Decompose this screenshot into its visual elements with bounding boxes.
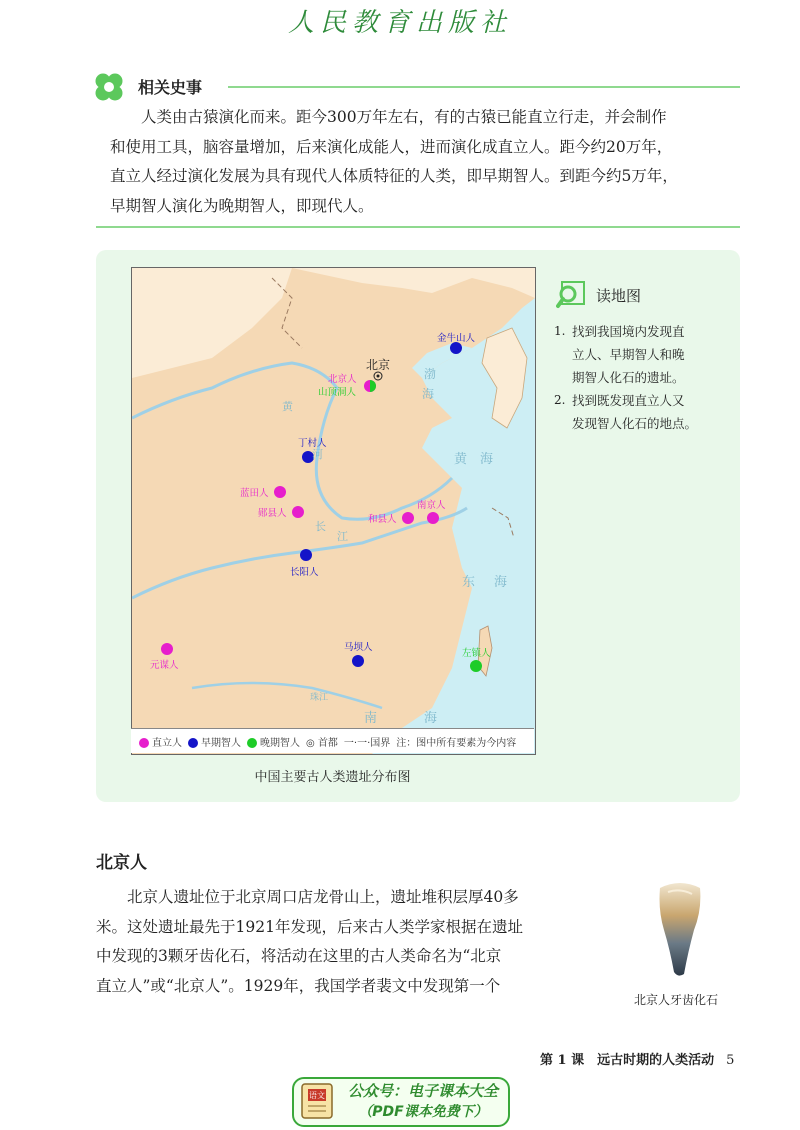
site-label: 山顶洞人 <box>318 387 357 398</box>
sea-label: 渤 <box>424 367 437 381</box>
river-label: 长 <box>315 520 326 533</box>
paragraph-line: 直立人经过演化发展为具有现代人体质特征的人类，即早期智人。到距今约5万年， <box>110 167 678 185</box>
item-number: 1. <box>554 324 566 338</box>
item-line: 期智人化石的遗址。 <box>572 370 685 385</box>
book-cover-text: 语文 <box>309 1091 325 1100</box>
banner-line-2: （PDF课本免费下） <box>358 1104 488 1120</box>
river-label: 珠江 <box>310 693 329 703</box>
site-label: 南京人 <box>417 500 446 511</box>
paragraph-line: 中发现的3颗牙齿化石，将活动在这里的古人类命名为“北京 <box>96 947 502 965</box>
legend-label: 直立人 <box>152 737 182 749</box>
site-label: 郧县人 <box>258 508 287 519</box>
page-footer <box>540 1049 734 1068</box>
read-map-title: 读地图 <box>596 287 642 305</box>
paragraph-line: 直立人”或“北京人”。1929年，我国学者裴文中发现第一个 <box>96 976 501 995</box>
sea-label: 海 <box>480 452 494 467</box>
item-line: 找到我国境内发现直 <box>572 324 685 339</box>
site-label: 长阳人 <box>290 567 319 578</box>
sea-label: 海 <box>422 387 435 401</box>
legend-item <box>344 734 390 749</box>
site-marker <box>402 512 414 524</box>
legend-dot <box>188 738 198 748</box>
site-marker <box>300 549 312 561</box>
map-graphic <box>132 268 535 754</box>
magnifier-icon <box>556 280 586 310</box>
section-title: 相关史事 <box>138 78 203 97</box>
legend-label: 晚期智人 <box>260 737 300 749</box>
site-label: 左镇人 <box>462 648 491 659</box>
map-legend <box>131 728 534 753</box>
paragraph-line: 早期智人演化为晚期智人，即现代人。 <box>110 196 374 215</box>
item-line: 发现智人化石的地点。 <box>572 416 698 431</box>
legend-dot <box>247 738 257 748</box>
legend-label: 早期智人 <box>201 737 241 749</box>
site-marker <box>470 660 482 672</box>
section-bottom-divider <box>96 226 740 228</box>
site-label: 马坝人 <box>344 642 373 653</box>
textbook-icon <box>300 1082 336 1120</box>
legend-dot <box>139 738 149 748</box>
history-section-icon <box>94 72 124 102</box>
legend-label: 首都 <box>317 737 338 749</box>
capital-symbol-icon: ◎ <box>306 737 315 749</box>
legend-item <box>306 734 338 749</box>
article-paragraph <box>96 883 604 1001</box>
section-divider <box>228 86 740 88</box>
history-paragraph <box>110 103 730 221</box>
paragraph-line: 北京人遗址位于北京周口店龙骨山上，遗址堆积层厚40多 <box>127 888 519 906</box>
site-marker <box>352 655 364 667</box>
map-caption: 中国主要古人类遗址分布图 <box>254 770 411 785</box>
site-label: 元谋人 <box>150 660 179 671</box>
site-marker <box>274 486 286 498</box>
river-label: 江 <box>337 530 348 543</box>
page-number: 5 <box>726 1053 735 1068</box>
paragraph-line: 和使用工具，脑容量增加，后来演化成能人，进而演化成直立人。距今约20万年， <box>110 137 673 156</box>
tooth-fossil-image <box>654 880 706 978</box>
read-map-list <box>554 320 726 435</box>
site-marker <box>292 506 304 518</box>
site-marker <box>427 512 439 524</box>
site-label: 丁村人 <box>298 438 327 449</box>
read-map-item <box>554 389 726 435</box>
item-line: 立人、早期智人和晚 <box>572 347 685 362</box>
sea-label: 黄 <box>454 452 468 467</box>
publisher-logo: 人民教育出版社 <box>287 8 512 38</box>
lesson-title: 第 1 课 远古时期的人类活动 <box>540 1053 715 1068</box>
item-number: 2. <box>554 393 566 407</box>
banner-line-1: 公众号：电子课本大全 <box>347 1082 498 1100</box>
site-label: 蓝田人 <box>240 488 269 499</box>
paragraph-line: 米。这处遗址最先于1921年发现，后来古人类学家根据在遗址 <box>96 917 523 936</box>
item-line: 找到既发现直立人又 <box>572 393 685 408</box>
paragraph-line: 人类由古猿演化而来。距今300万年左右，有的古猿已能直立行走，并会制作 <box>141 108 667 126</box>
border-symbol: 一·一· <box>343 737 371 749</box>
sea-label: 南 <box>364 711 378 726</box>
river-label: 河 <box>312 448 323 461</box>
site-label: 北京人 <box>328 374 357 385</box>
read-map-item <box>554 320 726 389</box>
image-caption: 北京人牙齿化石 <box>633 993 718 1007</box>
sea-label: 海 <box>424 711 438 726</box>
site-marker <box>161 643 173 655</box>
legend-item <box>188 734 241 749</box>
article-heading: 北京人 <box>96 853 147 873</box>
capital-label: 北京 <box>366 358 391 372</box>
sea-label: 东 <box>462 575 476 590</box>
legend-note: 注：图中所有要素为今内容 <box>396 737 517 749</box>
site-label: 和县人 <box>368 514 397 525</box>
site-label: 金牛山人 <box>437 333 476 344</box>
sea-label: 海 <box>494 575 508 590</box>
legend-item <box>247 734 300 749</box>
legend-item <box>139 734 182 749</box>
ancient-sites-map <box>131 267 536 755</box>
river-label: 黄 <box>282 400 293 413</box>
legend-label: 国界 <box>370 737 391 749</box>
